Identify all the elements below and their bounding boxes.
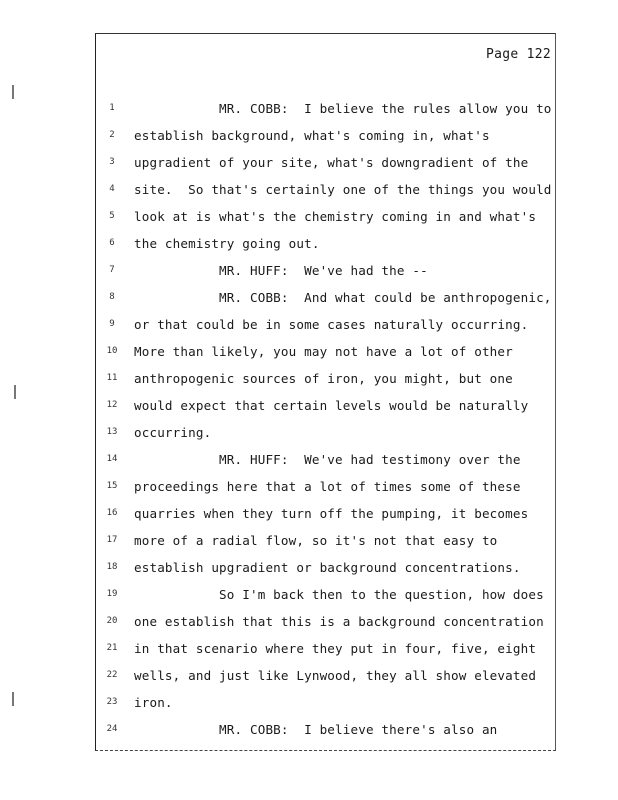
line-text: anthropogenic sources of iron, you might, but one	[134, 371, 513, 386]
line-number: 23	[106, 697, 118, 707]
line-number: 2	[109, 130, 115, 140]
line-number: 3	[109, 157, 115, 167]
line-text: quarries when they turn off the pumping, it becomes	[134, 506, 529, 521]
transcript-line	[96, 207, 555, 227]
transcript-line	[96, 126, 555, 146]
margin-mark-bottom	[12, 692, 14, 706]
transcript-line	[96, 504, 555, 524]
line-number: 8	[109, 292, 115, 302]
line-number: 9	[109, 319, 115, 329]
transcript-line	[96, 396, 555, 416]
transcript-line	[96, 585, 555, 605]
margin-mark-middle	[14, 385, 16, 399]
line-number: 17	[106, 535, 118, 545]
transcript-line	[96, 666, 555, 686]
transcript-line	[96, 180, 555, 200]
transcript-line	[96, 639, 555, 659]
line-text: in that scenario where they put in four, five, eight	[134, 641, 537, 656]
line-number: 19	[106, 589, 118, 599]
transcript-line	[96, 234, 555, 254]
transcript-line	[96, 450, 555, 470]
line-number: 7	[109, 265, 115, 275]
line-text: would expect that certain levels would be naturally	[134, 398, 529, 413]
line-text: occurring.	[134, 425, 212, 440]
line-text: wells, and just like Lynwood, they all show elevated	[134, 668, 537, 683]
line-text: So I'm back then to the question, how does	[134, 587, 544, 602]
line-number: 10	[106, 346, 118, 356]
line-number: 18	[106, 562, 118, 572]
transcript-line	[96, 531, 555, 551]
transcript-line	[96, 99, 555, 119]
line-text: establish upgradient or background concentrations.	[134, 560, 521, 575]
line-number: 6	[109, 238, 115, 248]
line-number: 16	[106, 508, 118, 518]
transcript-line	[96, 558, 555, 578]
transcript-line	[96, 153, 555, 173]
line-number: 11	[106, 373, 118, 383]
transcript-line	[96, 693, 555, 713]
transcript-line	[96, 612, 555, 632]
transcript-line	[96, 369, 555, 389]
line-number: 5	[109, 211, 115, 221]
line-text: iron.	[134, 695, 173, 710]
line-text: MR. COBB: I believe there's also an	[134, 722, 498, 737]
margin-mark-top	[12, 85, 14, 99]
page-number: Page 122	[485, 47, 551, 62]
transcript-line	[96, 720, 555, 740]
transcript-line	[96, 342, 555, 362]
line-number: 24	[106, 724, 118, 734]
transcript-page	[95, 33, 556, 751]
line-text: or that could be in some cases naturally occurring.	[134, 317, 529, 332]
transcript-line	[96, 315, 555, 335]
line-number: 4	[109, 184, 115, 194]
line-number: 14	[106, 454, 118, 464]
line-text: more of a radial flow, so it's not that easy to	[134, 533, 498, 548]
line-text: proceedings here that a lot of times some of these	[134, 479, 521, 494]
line-number: 20	[106, 616, 118, 626]
line-number: 15	[106, 481, 118, 491]
line-text: More than likely, you may not have a lot of other	[134, 344, 513, 359]
line-text: MR. HUFF: We've had the --	[134, 263, 428, 278]
transcript-line	[96, 288, 555, 308]
line-number: 1	[109, 103, 115, 113]
line-text: one establish that this is a background concentration	[134, 614, 544, 629]
line-text: the chemistry going out.	[134, 236, 320, 251]
line-number: 13	[106, 427, 118, 437]
line-text: MR. COBB: I believe the rules allow you to	[134, 101, 552, 116]
line-text: site. So that's certainly one of the things you would	[134, 182, 552, 197]
transcript-line	[96, 423, 555, 443]
line-number: 22	[106, 670, 118, 680]
line-text: establish background, what's coming in, what's	[134, 128, 490, 143]
line-text: MR. HUFF: We've had testimony over the	[134, 452, 521, 467]
line-number: 21	[106, 643, 118, 653]
line-text: look at is what's the chemistry coming in and what's	[134, 209, 537, 224]
line-text: MR. COBB: And what could be anthropogenic,	[134, 290, 552, 305]
line-text: upgradient of your site, what's downgradient of the	[134, 155, 529, 170]
transcript-line	[96, 477, 555, 497]
transcript-line	[96, 261, 555, 281]
line-number: 12	[106, 400, 118, 410]
